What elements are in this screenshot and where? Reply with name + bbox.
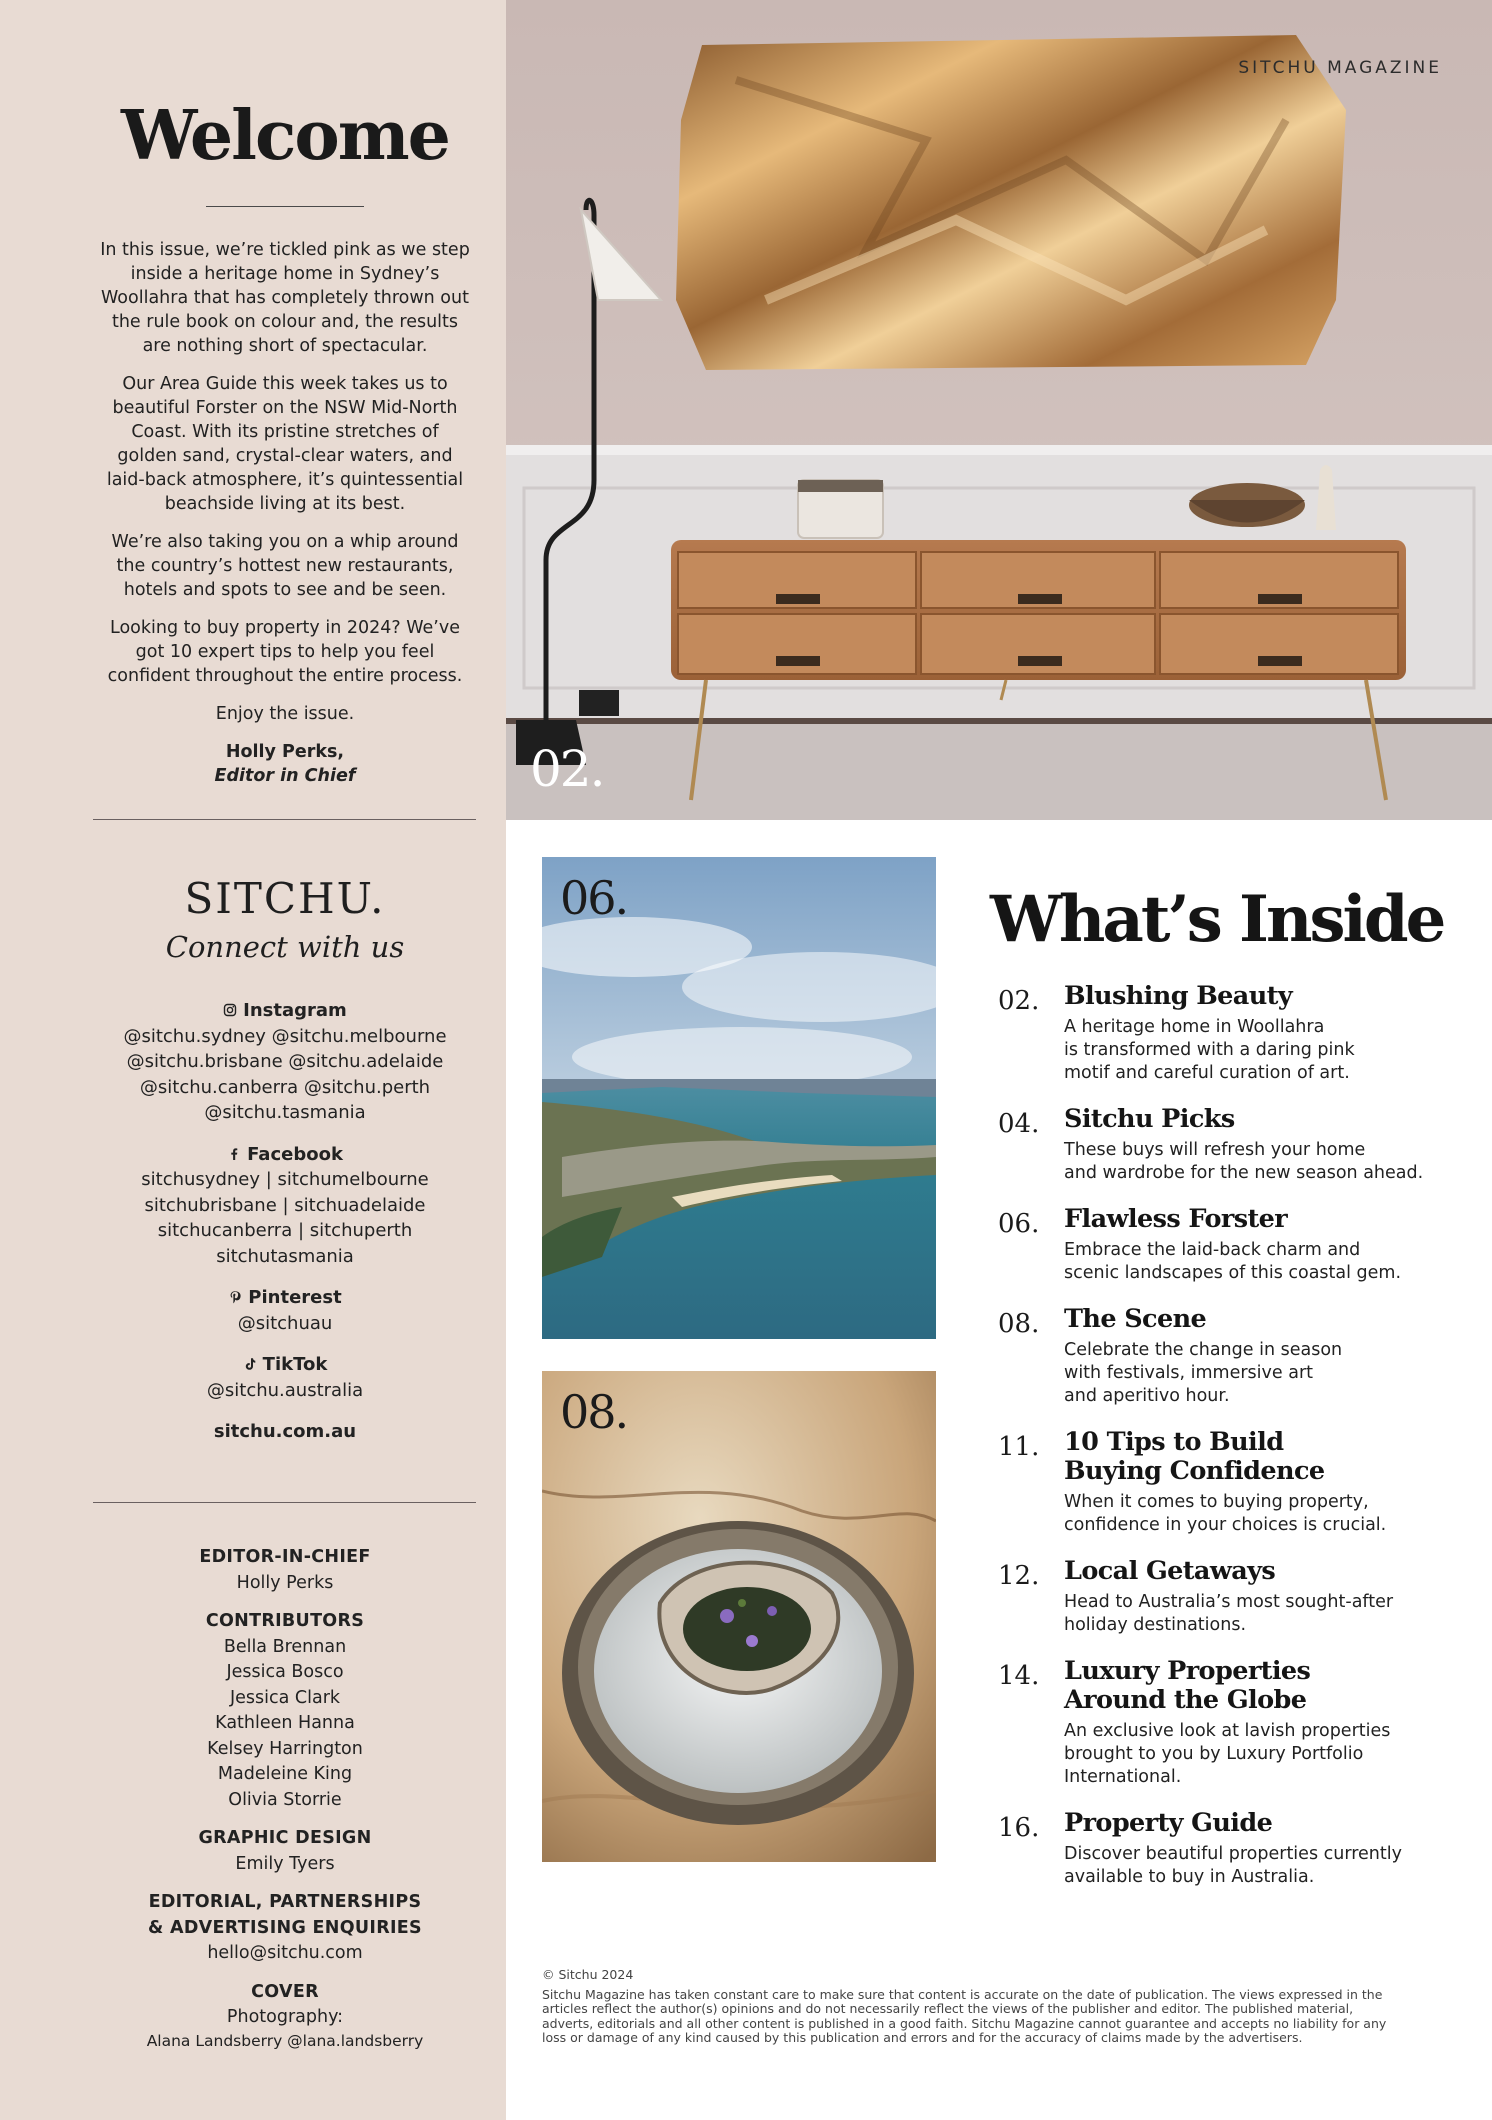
toc-description: A heritage home in Woollahra is transformed with a daring pink motif and careful curation of art. (1064, 1017, 1355, 1083)
toc-description: When it comes to buying property, confidence in your choices is crucial. (1064, 1492, 1387, 1535)
oyster-photo (542, 1371, 936, 1862)
credit-name: Emily Tyers (235, 1853, 335, 1874)
brand-logo: SITCHU. (184, 874, 386, 923)
credit-heading: & ADVERTISING ENQUIRIES (148, 1917, 422, 1938)
oyster-image (542, 1371, 936, 1862)
toc-title[interactable]: Blushing Beauty (1064, 981, 1293, 1011)
signature-name: Holly Perks, (225, 742, 345, 762)
toc-page-number: 04. (998, 1109, 1040, 1139)
signature-role: Editor in Chief (214, 766, 356, 786)
pinterest-label: Pinterest (248, 1287, 342, 1308)
toc-item[interactable] (998, 1657, 1458, 1789)
credit-name: Madeleine King (217, 1764, 353, 1784)
welcome-title: Welcome (121, 96, 449, 176)
toc-description: An exclusive look at lavish properties brought to you by Luxury Portfolio International. (1064, 1721, 1391, 1787)
credit-name: Olivia Storrie (228, 1789, 342, 1810)
pinterest-icon (228, 1290, 242, 1304)
facebook-handles[interactable]: sitchusydney | sitchumelbourne sitchubrisbane | sitchuadelaide sitchucanberra | sitchuperth sitchutasmania (141, 1169, 429, 1267)
toc-title[interactable]: Property Guide (1064, 1808, 1273, 1838)
credit-name: Jessica Bosco (226, 1662, 344, 1682)
toc-page-number: 06. (998, 1209, 1040, 1239)
facebook-icon (227, 1147, 241, 1161)
toc-title[interactable]: 10 Tips to Build Buying Confidence (1064, 1427, 1325, 1486)
toc-description: Head to Australia’s most sought-after holiday destinations. (1064, 1592, 1394, 1635)
credit-heading: COVER (251, 1981, 319, 2002)
page-number: 02. (530, 740, 604, 798)
sidebar (0, 0, 506, 2120)
pinterest-handle[interactable]: @sitchuau (237, 1312, 333, 1334)
toc-title[interactable]: Flawless Forster (1064, 1204, 1288, 1234)
credit-name: Holly Perks (236, 1572, 334, 1593)
page-number: 08. (560, 1385, 628, 1439)
credit-name: Bella Brennan (223, 1636, 347, 1657)
disclaimer: Sitchu Magazine has taken constant care to make sure that content is accurate on the date of publication. The views expressed in the articles reflect the author(s) opinions and do not necessarily reflect the views of the publisher and editor. The published material, adverts, editorials and all other content is published in a good faith. Sitchu Magazine cannot guarantee and accepts no liability for any loss or damage of any kind caused by this publication and errors and for the accuracy of claims made by the advertisers. (542, 1986, 1387, 2045)
website-link[interactable]: sitchu.com.au (213, 1421, 357, 1442)
credit-heading: CONTRIBUTORS (205, 1611, 365, 1631)
toc-item[interactable] (998, 1305, 1458, 1408)
credit-heading: EDITOR-IN-CHIEF (199, 1547, 371, 1567)
social-links (100, 998, 470, 1461)
masthead: SITCHU MAGAZINE (1238, 58, 1442, 78)
divider (206, 206, 364, 207)
toc-description: Discover beautiful properties currently available to buy in Australia. (1064, 1844, 1402, 1887)
toc-item[interactable] (998, 982, 1458, 1085)
credit-name: Jessica Clark (229, 1687, 341, 1708)
interior-photo (506, 0, 1492, 820)
toc-item[interactable] (998, 1428, 1458, 1537)
welcome-paragraph: Looking to buy property in 2024? We’ve got 10 expert tips to help you feel confident throughout the entire process. (107, 618, 463, 686)
welcome-paragraph: Our Area Guide this week takes us to beautiful Forster on the NSW Mid-North Coast. With its pristine stretches of golden sand, crystal-clear waters, and laid-back atmosphere, it’s quintessential beachside living at its best. (106, 374, 464, 514)
instagram-label: Instagram (243, 1000, 347, 1021)
coast-photo (542, 857, 936, 1339)
toc-title[interactable]: Local Getaways (1064, 1556, 1276, 1586)
hero-photo (506, 0, 1492, 820)
facebook-block (100, 1142, 470, 1270)
toc-page-number: 12. (998, 1561, 1040, 1591)
instagram-icon (223, 1003, 237, 1017)
coastline-image (542, 857, 936, 1339)
credits (100, 1545, 470, 2064)
toc-description: Embrace the laid-back charm and scenic landscapes of this coastal gem. (1064, 1240, 1402, 1283)
credit-name: Kelsey Harrington (207, 1738, 363, 1759)
footer (542, 1968, 1394, 2046)
credit-name: Alana Landsberry @lana.landsberry (146, 2031, 424, 2050)
tiktok-icon (243, 1357, 257, 1371)
toc-page-number: 11. (998, 1432, 1040, 1462)
instagram-handles[interactable]: @sitchu.sydney @sitchu.melbourne @sitchu.brisbane @sitchu.adelaide @sitchu.canberra @sitchu.perth @sitchu.tasmania (123, 1025, 447, 1123)
divider (93, 819, 476, 820)
page-number: 06. (560, 871, 628, 925)
welcome-paragraph: Enjoy the issue. (215, 704, 355, 724)
toc-title[interactable]: Luxury Properties Around the Globe (1064, 1656, 1311, 1715)
instagram-block (100, 998, 470, 1126)
toc-title[interactable]: The Scene (1064, 1304, 1207, 1334)
welcome-letter (100, 238, 470, 788)
toc-page-number: 02. (998, 986, 1040, 1016)
toc-item[interactable] (998, 1809, 1458, 1889)
tiktok-label: TikTok (262, 1354, 328, 1375)
credit-heading: GRAPHIC DESIGN (198, 1828, 372, 1848)
tiktok-handle[interactable]: @sitchu.australia (206, 1379, 364, 1401)
toc-page-number: 16. (998, 1813, 1040, 1843)
divider (93, 1502, 476, 1503)
whats-inside-title: What’s Inside (990, 882, 1444, 957)
toc-page-number: 14. (998, 1661, 1040, 1691)
welcome-paragraph: We’re also taking you on a whip around the country’s hottest new restaurants, hotels and spots to see and be seen. (111, 532, 459, 600)
connect-heading: Connect with us (165, 930, 405, 964)
credit-heading: EDITORIAL, PARTNERSHIPS (148, 1892, 422, 1912)
facebook-label: Facebook (247, 1143, 343, 1165)
credit-name: Photography: (226, 2007, 344, 2027)
credit-name: Kathleen Hanna (215, 1713, 355, 1733)
enquiries-email[interactable]: hello@sitchu.com (207, 1943, 363, 1963)
toc-item[interactable] (998, 1205, 1458, 1285)
pinterest-block (100, 1285, 470, 1336)
tiktok-block (100, 1352, 470, 1403)
signature (100, 740, 470, 788)
toc-description: These buys will refresh your home and wardrobe for the new season ahead. (1064, 1140, 1424, 1183)
welcome-paragraph: In this issue, we’re tickled pink as we step inside a heritage home in Sydney’s Woollahra that has completely thrown out the rule book on colour and, the results are nothing short of spectacular. (100, 240, 470, 356)
toc-title[interactable]: Sitchu Picks (1064, 1104, 1235, 1134)
toc-item[interactable] (998, 1105, 1458, 1185)
table-of-contents (998, 982, 1458, 1909)
toc-description: Celebrate the change in season with festivals, immersive art and aperitivo hour. (1064, 1340, 1343, 1406)
toc-page-number: 08. (998, 1309, 1040, 1339)
toc-item[interactable] (998, 1557, 1458, 1637)
copyright: © Sitchu 2024 (542, 1967, 634, 1982)
